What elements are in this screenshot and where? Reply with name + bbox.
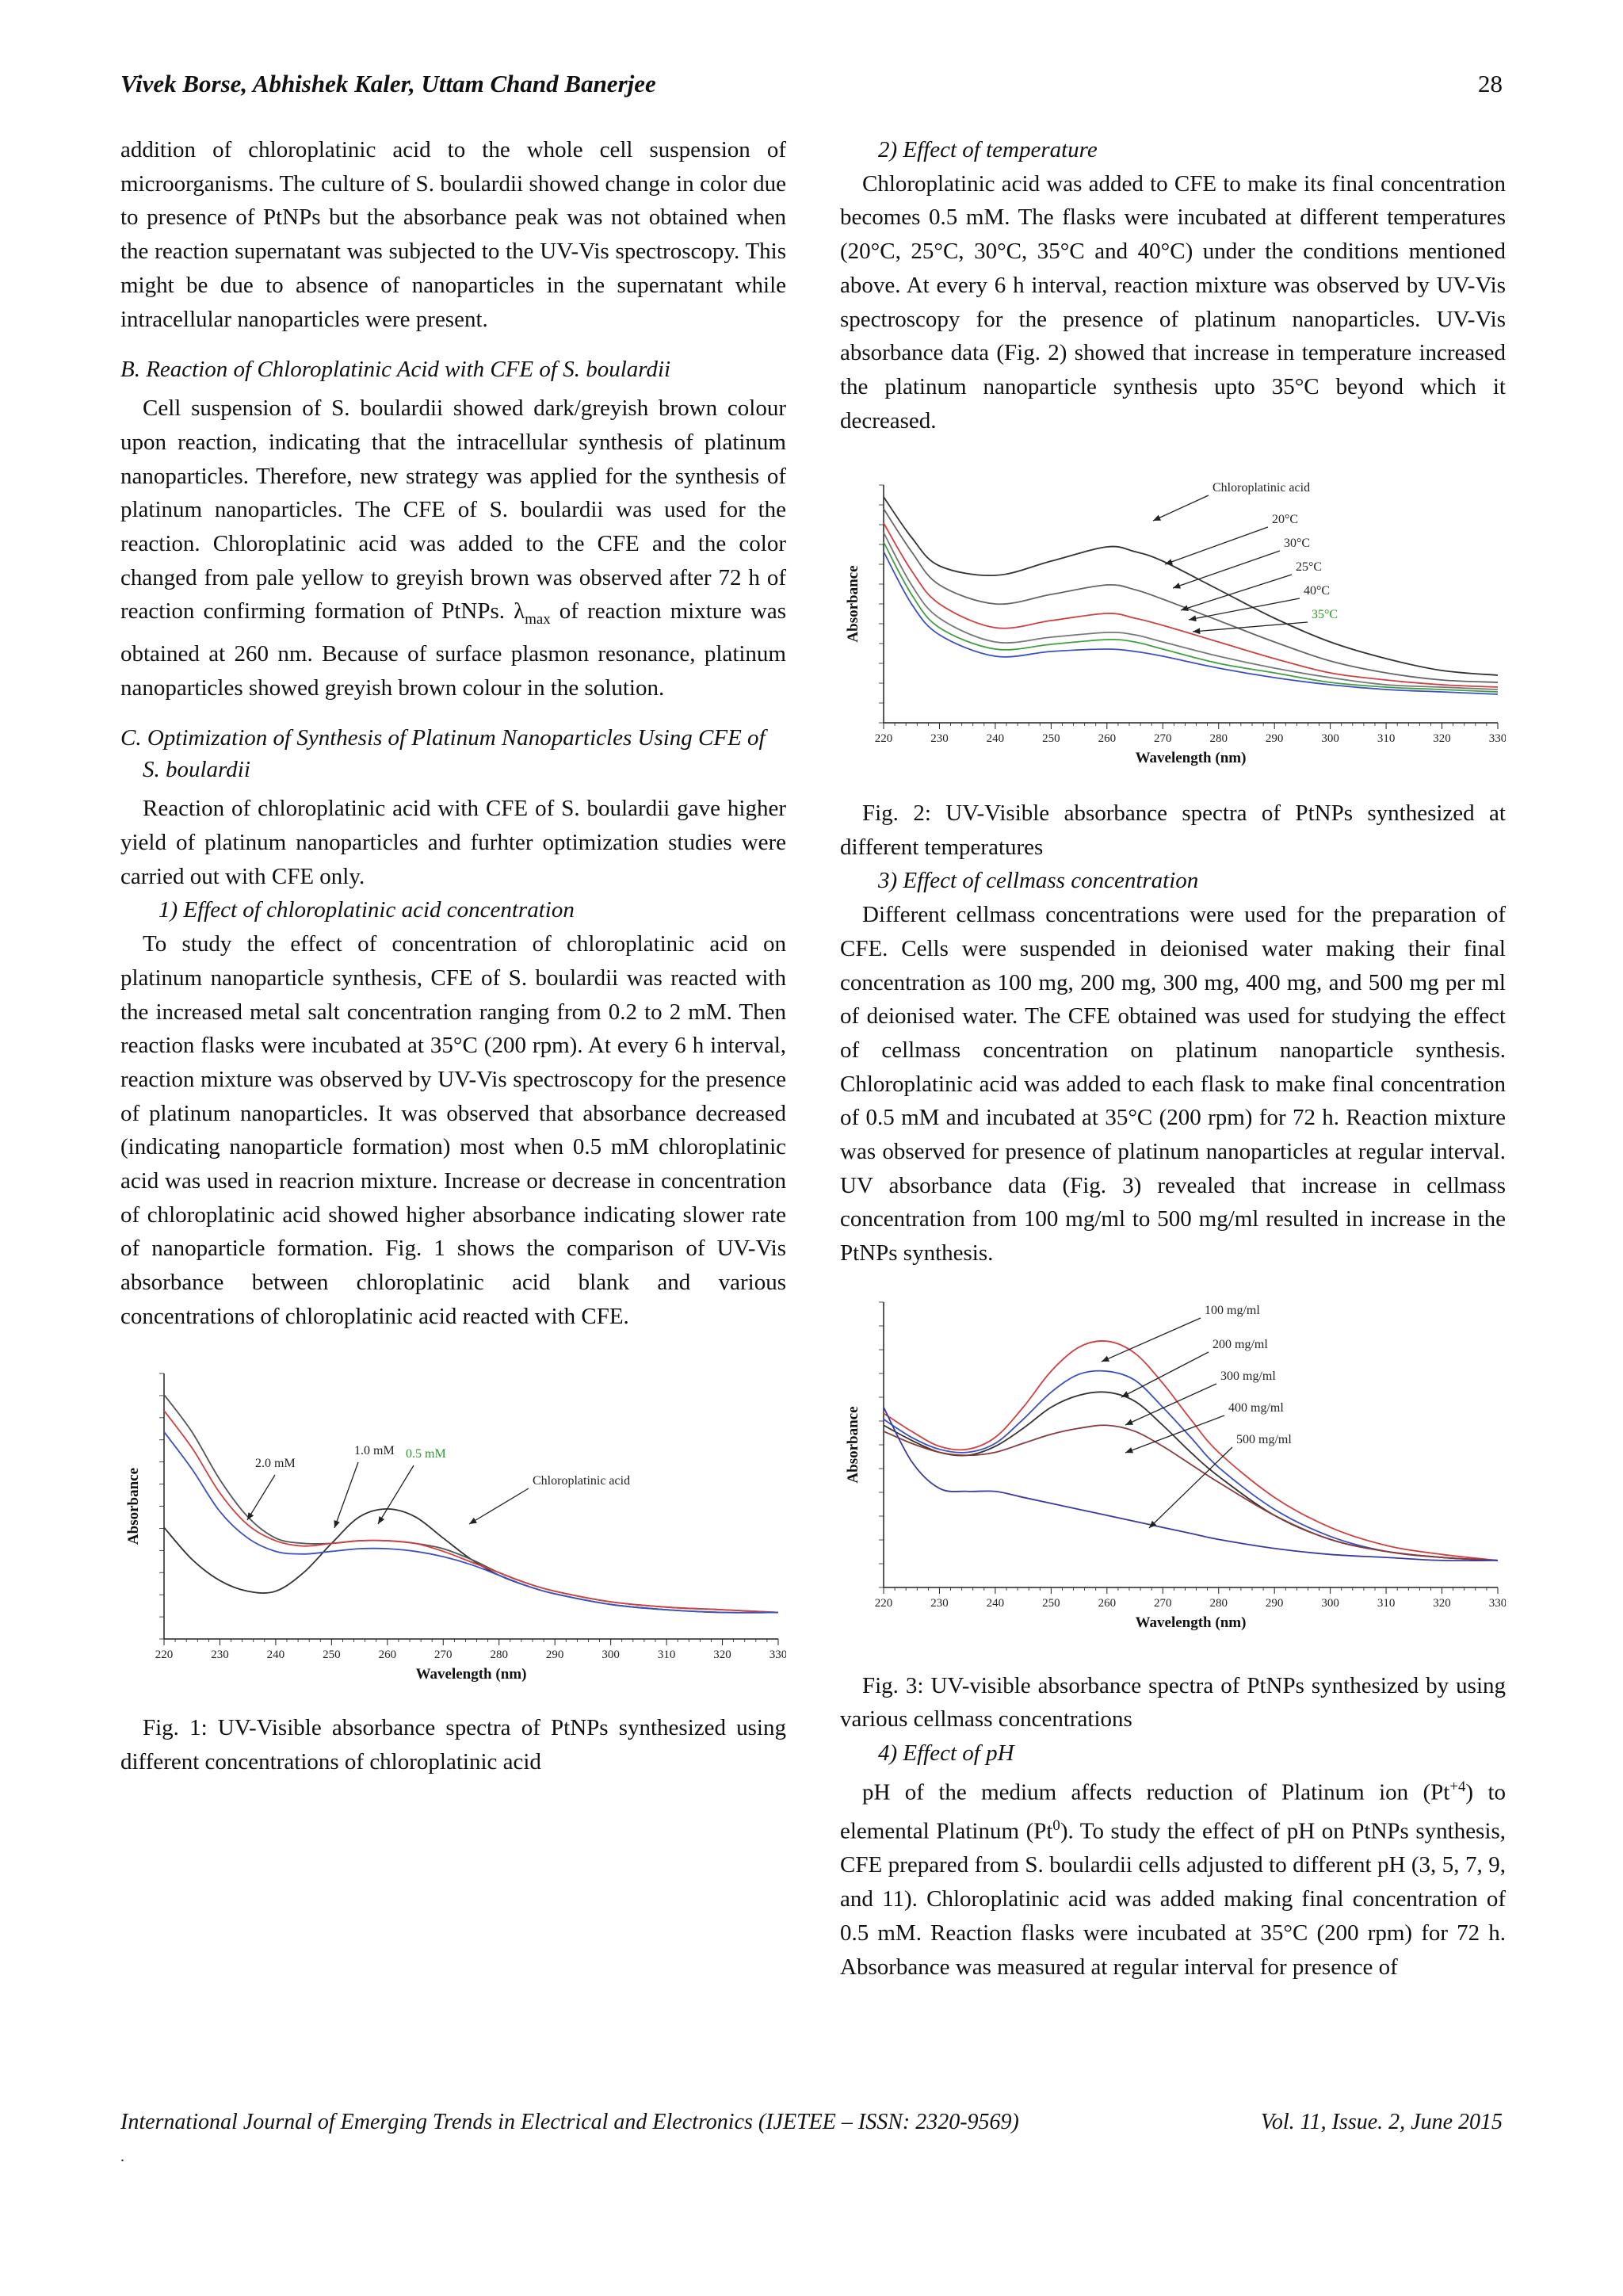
- annotation-arrow: [469, 1488, 529, 1524]
- x-tick-label: 250: [323, 1648, 341, 1661]
- paragraph-ph-part3: ). To study the effect of pH on PtNPs synthesis, CFE prepared from S. boulardii cells adjusted to different pH (3, 5, 7, 9, and 11). Chloroplatinic acid was added making final concentration of 0.5 mM. Reaction flasks were incubated at 35°C (200 rpm) for 72 h. Absorbance was measured at regular interval for presence of: [840, 1818, 1506, 1980]
- x-tick-label: 300: [601, 1648, 620, 1661]
- series-line-400-mg-ml: [884, 1425, 1498, 1561]
- annotation-label: 300 mg/ml: [1220, 1369, 1276, 1383]
- x-tick-label: 280: [490, 1648, 508, 1661]
- paragraph-concentration: To study the effect of concentration of chloroplatinic acid on platinum nanoparticle synthesis, CFE of S. boulardii was reacted with the increased metal salt concentration ranging from 0.2 to 2 mM. Then reaction flasks were incubated at 35°C (200 rpm). At every 6 h interval, reaction mixture was observed by UV-Vis spectroscopy for the presence of platinum nanoparticles. It was observed that absorbance decreased (indicating nanoparticle formation) most when 0.5 mM chloroplatinic acid was used in reacrion mixture. Increase or decrease in concentration of chloroplatinic acid showed higher absorbance indicating slower rate of nanoparticle formation. Fig. 1 shows the comparison of UV-Vis absorbance between chloroplatinic acid blank and various concentrations of chloroplatinic acid reacted with CFE.: [120, 931, 786, 1329]
- x-tick-label: 310: [1377, 1596, 1396, 1610]
- footer-dot: .: [120, 2148, 124, 2165]
- x-tick-label: 280: [1209, 732, 1228, 746]
- page-footer: [120, 2110, 1503, 2135]
- annotation-arrowhead: [1189, 616, 1197, 622]
- x-tick-label: 220: [874, 732, 893, 746]
- paragraph-ph-part2: ) to elemental Platinum (Pt: [840, 1779, 1506, 1844]
- x-tick-label: 260: [1098, 732, 1117, 746]
- x-axis-label: Wavelength (nm): [1135, 1614, 1247, 1631]
- footer-issue: Vol. 11, Issue. 2, June 2015: [1260, 2110, 1503, 2134]
- figure-2: [840, 469, 1506, 789]
- annotation-arrow: [378, 1465, 414, 1524]
- x-tick-label: 330: [1488, 1596, 1506, 1610]
- figure-1-caption: Fig. 1: UV-Visible absorbance spectra of PtNPs synthesized using different concentrations of chloroplatinic acid: [120, 1715, 786, 1775]
- section-heading-c: C. Optimization of Synthesis of Platinum Nanoparticles Using CFE of S. boulardii: [120, 725, 766, 783]
- section-heading-b: B. Reaction of Chloroplatinic Acid with CFE of S. boulardii: [120, 357, 671, 383]
- annotation-arrow: [1102, 1318, 1201, 1362]
- paragraph-section-b-part2: of reaction mixture was obtained at 260 nm. Because of surface plasmon resonance, platinum nanoparticles showed greyish brown colour in the solution.: [120, 598, 786, 701]
- series-line-300-mg-ml: [884, 1392, 1498, 1561]
- footer-journal: International Journal of Emerging Trends in Electrical and Electronics (IJETEE – ISSN: 2320-9569): [120, 2110, 1019, 2134]
- annotation-arrowhead: [1165, 560, 1173, 565]
- series-line-25-c: [884, 533, 1498, 690]
- figure-1-chart: [120, 1358, 786, 1690]
- annotation-arrow: [1153, 495, 1209, 521]
- subheading-temperature: 2) Effect of temperature: [878, 137, 1098, 162]
- x-tick-label: 230: [930, 732, 949, 746]
- series-line-1-0-mm: [164, 1410, 778, 1612]
- x-tick-label: 260: [378, 1648, 397, 1661]
- figure-3: [840, 1286, 1506, 1661]
- x-axis-label: Wavelength (nm): [415, 1665, 527, 1683]
- x-tick-label: 270: [1154, 732, 1172, 746]
- paragraph-section-c: Reaction of chloroplatinic acid with CFE of S. boulardii gave higher yield of platinum nanoparticles and furhter optimization studies were carried out with CFE only.: [120, 796, 786, 889]
- x-tick-label: 330: [1488, 732, 1506, 746]
- annotation-label: 400 mg/ml: [1228, 1400, 1284, 1415]
- x-tick-label: 310: [657, 1648, 676, 1661]
- subheading-chloroplatinic-concentration: 1) Effect of chloroplatinic acid concentration: [158, 897, 575, 923]
- right-column: [840, 133, 1506, 1984]
- annotation-label: 2.0 mM: [255, 1456, 296, 1470]
- x-tick-label: 250: [1042, 1596, 1060, 1610]
- series-line-40-c: [884, 542, 1498, 692]
- x-tick-label: 290: [1265, 1596, 1284, 1610]
- x-tick-label: 330: [769, 1648, 786, 1661]
- annotation-arrowhead: [1125, 1447, 1133, 1453]
- x-tick-label: 220: [155, 1648, 174, 1661]
- x-tick-label: 240: [986, 1596, 1005, 1610]
- paragraph-ph-part1: pH of the medium affects reduction of Platinum ion (Pt: [862, 1779, 1450, 1805]
- x-tick-label: 320: [713, 1648, 731, 1661]
- series-line-500-mg-ml: [884, 1408, 1498, 1561]
- annotation-label: 20°C: [1272, 513, 1299, 527]
- annotation-arrow: [1173, 551, 1280, 588]
- series-line-200-mg-ml: [884, 1370, 1498, 1560]
- annotation-arrow: [247, 1475, 275, 1520]
- annotation-arrowhead: [469, 1518, 477, 1524]
- page-number: 28: [1478, 70, 1503, 97]
- paragraph-cellmass: Different cellmass concentrations were used for the preparation of CFE. Cells were suspended in deionised water making their final concentration as 100 mg, 200 mg, 300 mg, 400 mg, and 500 mg per ml of deionised water. The CFE obtained was used for studying the effect of cellmass concentration on platinum nanoparticle synthesis. Chloroplatinic acid was added to each flask to make final concentration of 0.5 mM and incubated at 35°C (200 rpm) for 72 h. Reaction mixture was observed for presence of platinum nanoparticles at regular interval. UV absorbance data (Fig. 3) revealed that increase in cellmass concentration from 100 mg/ml to 500 mg/ml resulted in increase in the PtNPs synthesis.: [840, 902, 1506, 1266]
- x-tick-label: 300: [1321, 1596, 1339, 1610]
- annotation-label: 1.0 mM: [354, 1443, 395, 1457]
- subheading-ph: 4) Effect of pH: [878, 1740, 1014, 1766]
- y-axis-label: Absorbance: [845, 565, 861, 643]
- annotation-arrow: [1193, 622, 1308, 632]
- annotation-arrow: [1149, 1447, 1232, 1528]
- annotation-label: Chloroplatinic acid: [533, 1473, 631, 1488]
- x-tick-label: 250: [1042, 732, 1060, 746]
- x-tick-label: 320: [1433, 732, 1451, 746]
- x-tick-label: 260: [1098, 1596, 1117, 1610]
- x-tick-label: 320: [1433, 1596, 1451, 1610]
- x-tick-label: 290: [545, 1648, 564, 1661]
- annotation-arrowhead: [378, 1516, 384, 1524]
- paragraph-ph: [840, 1771, 1506, 1985]
- x-tick-label: 280: [1209, 1596, 1228, 1610]
- paragraph-intro: addition of chloroplatinic acid to the whole cell suspension of microorganisms. The culture of S. boulardii showed change in color due to presence of PtNPs but the absorbance peak was not obtained when the reaction supernatant was subjected to the UV-Vis spectroscopy. This might be due to absence of nanoparticles in the supernatant while intracellular nanoparticles were present.: [120, 137, 786, 332]
- x-tick-label: 230: [211, 1648, 229, 1661]
- figure-1: [120, 1358, 786, 1701]
- annotation-label: 500 mg/ml: [1236, 1432, 1292, 1446]
- pt-ion-superscript: +4: [1449, 1778, 1466, 1795]
- series-line-2-0-mm: [164, 1394, 778, 1612]
- running-header-authors: Vivek Borse, Abhishek Kaler, Uttam Chand Banerjee: [120, 70, 656, 97]
- x-tick-label: 290: [1265, 732, 1284, 746]
- annotation-arrowhead: [334, 1520, 339, 1528]
- paragraph-section-b-part1: Cell suspension of S. boulardii showed dark/greyish brown colour upon reaction, indicating that the intracellular synthesis of platinum nanoparticles. Therefore, new strategy was applied for the synthesis of platinum nanoparticles. The CFE of S. boulardii was used for the reaction. Chloroplatinic acid was added to the CFE and the color changed from pale yellow to greyish brown was observed after 72 h of reaction confirming formation of PtNPs. λ: [120, 395, 786, 625]
- x-tick-label: 230: [930, 1596, 949, 1610]
- annotation-label: 35°C: [1312, 608, 1338, 622]
- x-tick-label: 240: [266, 1648, 285, 1661]
- paragraph-temperature: Chloroplatinic acid was added to CFE to make its final concentration becomes 0.5 mM. The flasks were incubated at different temperatures (20°C, 25°C, 30°C, 35°C and 40°C) under the conditions mentioned above. At every 6 h interval, reaction mixture was observed by UV-Vis spectroscopy for the presence of platinum nanoparticles. UV-Vis absorbance data (Fig. 2) showed that increase in temperature increased the platinum nanoparticle synthesis upto 35°C beyond which it decreased.: [840, 170, 1506, 434]
- figure-3-caption: Fig. 3: UV-visible absorbance spectra of PtNPs synthesized by using various cellmass concentrations: [840, 1672, 1506, 1733]
- lambda-subscript: max: [525, 611, 551, 628]
- annotation-arrow: [1121, 1352, 1209, 1397]
- annotation-arrow: [1165, 527, 1268, 564]
- y-axis-label: Absorbance: [845, 1406, 861, 1484]
- x-tick-label: 220: [874, 1596, 893, 1610]
- annotation-arrow: [334, 1462, 358, 1528]
- x-tick-label: 240: [986, 732, 1005, 746]
- figure-3-chart: [840, 1286, 1506, 1651]
- annotation-label: 30°C: [1284, 537, 1311, 551]
- x-tick-label: 270: [1154, 1596, 1172, 1610]
- y-axis-label: Absorbance: [125, 1467, 142, 1545]
- pt-zero-superscript: 0: [1052, 1817, 1060, 1835]
- annotation-arrow: [1189, 598, 1300, 620]
- figure-2-chart: [840, 469, 1506, 778]
- annotation-label: 40°C: [1304, 584, 1331, 598]
- annotation-label: 0.5 mM: [406, 1446, 446, 1461]
- annotation-label: 200 mg/ml: [1212, 1337, 1268, 1351]
- annotation-arrowhead: [1173, 583, 1181, 589]
- figure-2-caption: Fig. 2: UV-Visible absorbance spectra of PtNPs synthesized at different temperatures: [840, 800, 1506, 860]
- series-line-chloroplatinic-acid: [884, 497, 1498, 675]
- annotation-label: 100 mg/ml: [1205, 1303, 1260, 1317]
- x-tick-label: 310: [1377, 732, 1396, 746]
- x-tick-label: 300: [1321, 732, 1339, 746]
- paragraph-section-b: [120, 392, 786, 705]
- annotation-label: Chloroplatinic acid: [1212, 481, 1311, 495]
- annotation-label: 25°C: [1296, 560, 1323, 575]
- x-tick-label: 270: [434, 1648, 453, 1661]
- x-axis-label: Wavelength (nm): [1135, 750, 1247, 767]
- subheading-cellmass: 3) Effect of cellmass concentration: [878, 868, 1199, 894]
- left-column: [120, 133, 786, 1779]
